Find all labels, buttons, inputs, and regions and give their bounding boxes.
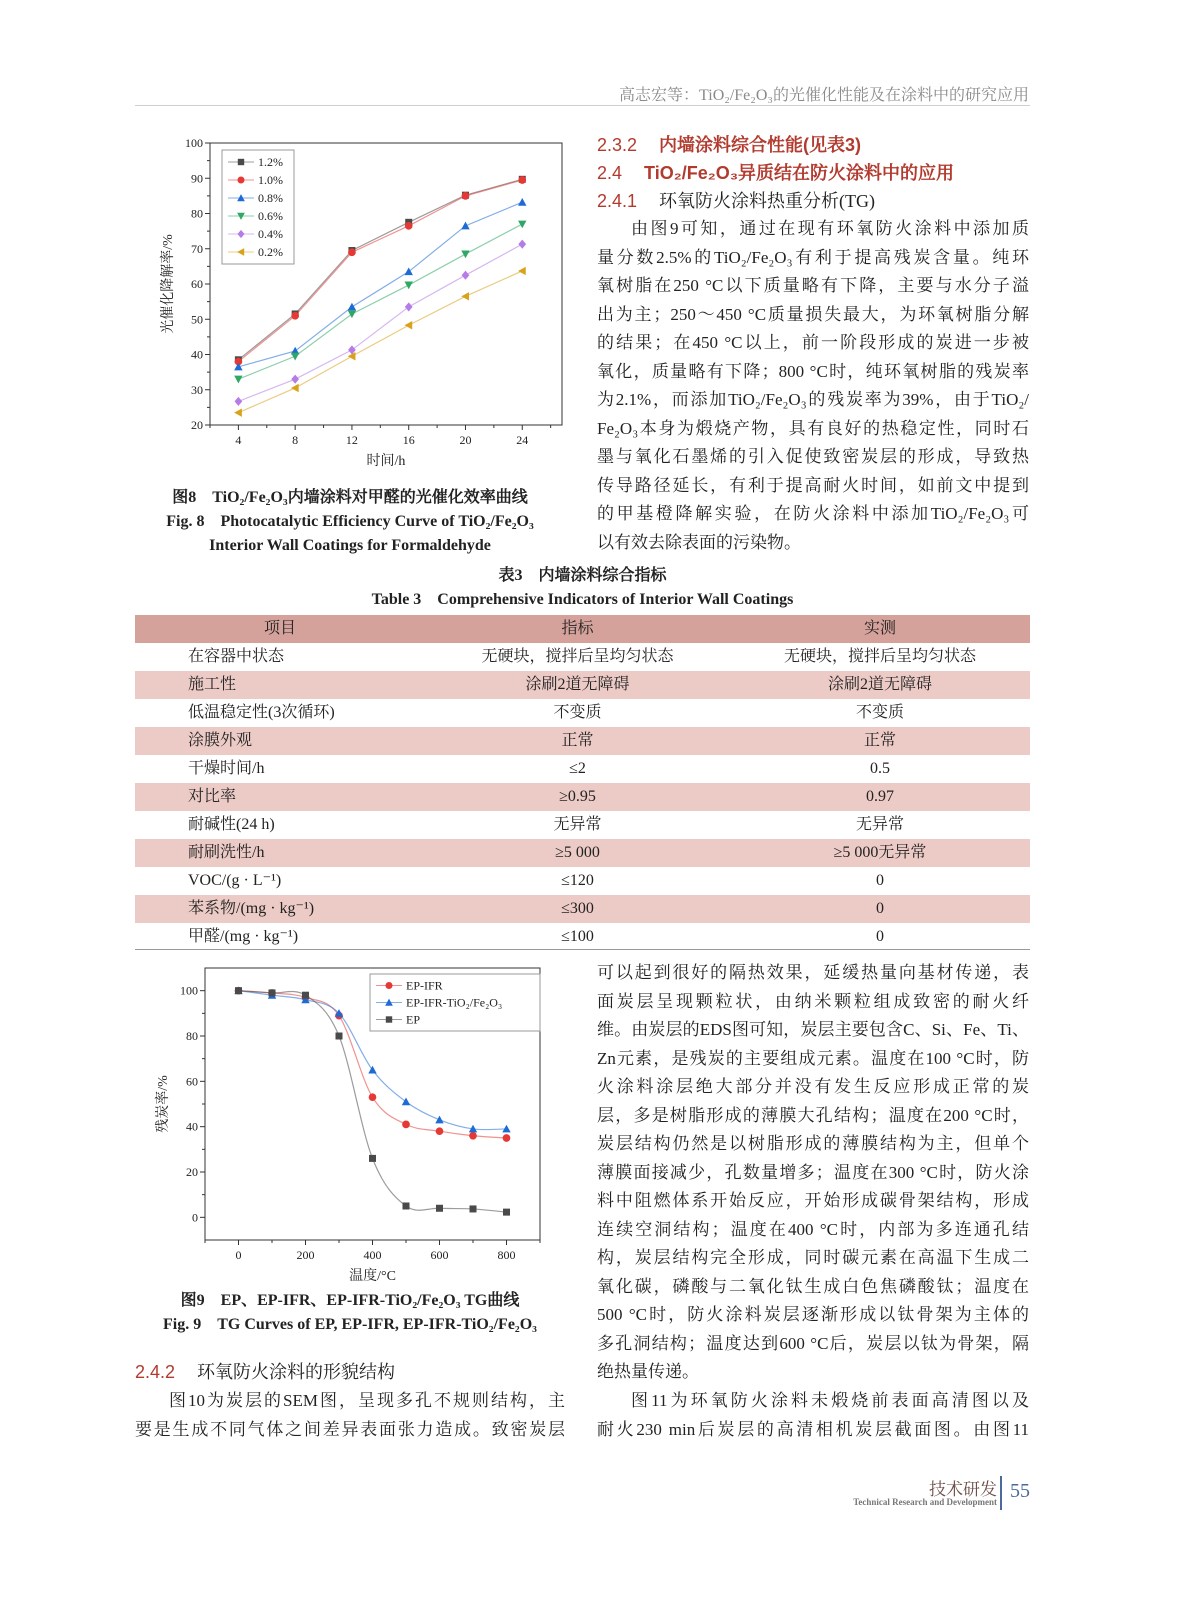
y-tick-label: 70: [191, 241, 203, 256]
cell-item: 耐碱性(24 h): [188, 816, 275, 833]
data-point-circle: [462, 192, 470, 200]
x-axis-label: 温度/°C: [349, 1269, 396, 1284]
paragraph-char-layer: [597, 959, 1029, 1387]
x-tick-label: 12: [345, 433, 358, 447]
text-line: 氧化，质量略有下降；800 °C时，纯环氧树脂的残炭率: [597, 361, 1029, 381]
y-axis-label: 光催化降解率/%: [161, 234, 176, 334]
legend-label: EP-IFR-TiO₂/Fe₂O₃: [406, 995, 503, 1010]
cell-measured: 0: [730, 895, 1030, 923]
fig8-caption-en-2: Interior Wall Coatings for Formaldehyde: [209, 537, 491, 554]
text-line: 火涂料涂层绝大部分并没有发生反应形成正常的炭: [597, 1077, 1029, 1096]
cell-measured: 不变质: [855, 704, 904, 721]
cell-indicator: 正常: [425, 727, 730, 755]
x-tick-label: 24: [516, 433, 529, 447]
table-row: [135, 727, 1030, 755]
fig8-caption-en: Fig. 8 Photocatalytic Efficiency Curve of TiO₂/Fe₂O₃: [166, 513, 534, 530]
data-point-triangle-left: [234, 408, 242, 416]
cell-indicator: ≥0.95: [425, 783, 730, 811]
legend-label: EP: [406, 1012, 421, 1027]
data-point-square: [238, 159, 244, 165]
data-point-diamond: [291, 375, 299, 384]
text-line: 氧树脂在250 °C以下质量略有下降，主要与水分子溢: [597, 276, 1029, 295]
table-bottom-rule: [135, 949, 1030, 950]
data-point-triangle-up: [402, 1098, 410, 1106]
data-point-triangle-left: [291, 384, 299, 392]
heading-text: 内墙涂料综合性能(见表3): [659, 135, 862, 155]
heading-number: 2.3.2: [597, 135, 638, 155]
y-tick-label: 30: [191, 382, 203, 397]
fig9-chart: [150, 960, 550, 1285]
text-line: 维。由炭层的EDS图可知，炭层主要包含C、Si、Fe、Ti、: [597, 1020, 1029, 1039]
data-point-triangle-down: [461, 251, 469, 259]
cell-item: 甲醛/(mg · kg⁻¹): [188, 928, 299, 945]
col-header-item: 项目: [135, 615, 425, 643]
data-point-circle: [291, 312, 299, 320]
y-tick-label: 100: [180, 983, 198, 998]
cell-measured: 无异常: [855, 816, 904, 833]
cell-indicator: ≤300: [425, 895, 730, 923]
data-point-triangle-up: [518, 198, 526, 206]
legend-label: 1.2%: [258, 155, 283, 169]
y-tick-label: 100: [185, 136, 203, 150]
text-line: 传导路径延长，有利于提高耐火时间，如前文中提到: [597, 475, 1029, 495]
legend-label: 1.0%: [258, 173, 283, 187]
data-point-square: [269, 989, 276, 996]
col-header-measured: 实测: [730, 615, 1030, 643]
cell-measured: 0: [876, 928, 884, 945]
heading-number: 2.4.1: [597, 191, 638, 211]
fig8-caption-cn: 图8 TiO₂/Fe₂O₃内墙涂料对甲醛的光催化效率曲线: [172, 489, 528, 506]
text-line: 可以起到很好的隔热效果，延缓热量向基材传递，表: [597, 963, 1029, 982]
legend-label: 0.8%: [258, 191, 283, 205]
table-row: [135, 671, 1030, 699]
data-point-square: [470, 1205, 477, 1212]
y-tick-label: 40: [186, 1119, 198, 1134]
heading-2-3-2: [597, 131, 861, 159]
text-line: 多孔洞结构；温度达到600 °C后，炭层以钛为骨架，隔: [597, 1333, 1029, 1353]
cell-indicator: ≤100: [561, 928, 594, 945]
text-line: 图11为环氧防火涂料未煅烧前表面高清图以及: [631, 1391, 1029, 1410]
data-point-diamond: [462, 271, 470, 280]
table-row: [135, 699, 1030, 727]
y-tick-label: 20: [191, 418, 203, 432]
data-point-circle: [503, 1134, 511, 1142]
legend-label: 0.2%: [258, 245, 283, 259]
cell-measured: 0.97: [730, 783, 1030, 811]
cell-indicator: ≤2: [569, 760, 586, 777]
cell-measured: 正常: [730, 727, 1030, 755]
x-tick-label: 0: [235, 1248, 242, 1262]
x-axis-label: 时间/h: [366, 454, 406, 469]
y-tick-label: 50: [191, 312, 203, 327]
cell-item: VOC/(g · L⁻¹): [188, 872, 282, 889]
cell-indicator: 涂刷2道无障碍: [425, 671, 730, 699]
text-line: 图10为炭层的SEM图，呈现多孔不规则结构，主: [169, 1391, 565, 1410]
text-line: 面炭层呈现颗粒状，由纳米颗粒组成致密的耐火纤: [597, 991, 1029, 1011]
col-header-indicator: 指标: [425, 615, 730, 643]
data-point-square: [436, 1205, 443, 1212]
table3-caption-cn: 表3 内墙涂料综合指标: [498, 567, 667, 584]
text-line: 连续空洞结构；温度在400 °C时，内部为多连通孔结: [597, 1219, 1029, 1239]
heading-number: 2.4.2: [135, 1362, 176, 1382]
table-row: [135, 867, 1030, 895]
legend-label: EP-IFR: [406, 978, 443, 993]
text-line: 500 °C时，防火涂料炭层逐渐形成以钛骨架为主体的: [597, 1305, 1029, 1324]
cell-indicator: 无硬块，搅拌后呈均匀状态: [481, 648, 674, 665]
data-point-circle: [518, 176, 526, 184]
data-point-circle: [405, 222, 413, 230]
cell-item: 低温稳定性(3次循环): [188, 704, 335, 721]
table-row: [135, 755, 1030, 783]
data-point-triangle-down: [405, 282, 413, 290]
cell-item: 在容器中状态: [188, 648, 285, 665]
heading-2-4-2: [135, 1358, 395, 1386]
table-row: [135, 839, 1030, 867]
data-point-square: [302, 992, 309, 999]
fig9-caption-en: Fig. 9 TG Curves of EP, EP-IFR, EP-IFR-TiO₂/Fe₂O₃: [163, 1316, 537, 1333]
data-point-triangle-up: [368, 1066, 376, 1074]
footer-section-en: Technical Research and Development: [853, 1497, 997, 1507]
fig8-chart: [150, 130, 580, 475]
data-point-circle: [436, 1127, 444, 1135]
cell-measured: 涂刷2道无障碍: [730, 671, 1030, 699]
data-point-circle: [237, 176, 244, 183]
heading-text: TiO₂/Fe₂O₃异质结在防火涂料中的应用: [644, 163, 955, 183]
text-line: 的结果；在450 °C以上，前一阶段形成的炭进一步被: [597, 333, 1029, 352]
cell-measured: ≥5 000无异常: [730, 839, 1030, 867]
data-point-triangle-down: [234, 376, 242, 384]
y-tick-label: 60: [191, 277, 203, 291]
text-line: 薄膜面接减少，孔数量增多；温度在300 °C时，防火涂: [597, 1162, 1029, 1182]
header-divider: [135, 105, 1030, 106]
x-tick-label: 16: [402, 433, 415, 447]
y-axis-label: 残炭率/%: [156, 1075, 171, 1133]
table-row: [135, 923, 1030, 951]
data-point-square: [235, 987, 242, 994]
table-row: [135, 643, 1030, 671]
legend-label: 0.6%: [258, 209, 283, 223]
text-line: 由图9可知，通过在现有环氧防火涂料中添加质: [631, 219, 1029, 238]
table-row: [135, 811, 1030, 839]
fig9-caption-cn: 图9 EP、EP-IFR、EP-IFR-TiO₂/Fe₂O₃ TG曲线: [180, 1292, 520, 1309]
data-point-triangle-up: [348, 303, 356, 311]
table-header-row: [135, 615, 1030, 643]
data-point-circle: [385, 982, 392, 989]
cell-indicator: 无异常: [553, 816, 602, 833]
heading-2-4: [597, 159, 954, 187]
text-line: 氧化碳，磷酸与二氧化钛生成白色焦磷酸钛；温度在: [597, 1276, 1029, 1296]
cell-indicator: ≤120: [561, 872, 594, 889]
cell-measured: 0.5: [870, 760, 890, 777]
data-point-circle: [402, 1121, 410, 1129]
text-line: Fe₂O₃本身为煅烧产物，具有良好的热稳定性，同时石: [597, 418, 1029, 438]
data-point-circle: [348, 248, 356, 256]
paragraph-sem: [135, 1387, 565, 1444]
cell-measured: 无硬块，搅拌后呈均匀状态: [783, 648, 976, 665]
y-tick-label: 80: [191, 206, 203, 221]
table-row: [135, 783, 1030, 811]
text-line: 的甲基橙降解实验，在防火涂料中添加TiO₂/Fe₂O₃可: [597, 504, 1029, 523]
data-point-square: [386, 1016, 392, 1022]
data-point-circle: [369, 1093, 377, 1101]
cell-item: 涂膜外观: [135, 727, 425, 755]
data-point-square: [369, 1155, 376, 1162]
x-tick-label: 8: [292, 433, 299, 447]
x-tick-label: 600: [430, 1248, 449, 1262]
paragraph-fig11: [597, 1387, 1029, 1444]
data-point-diamond: [518, 240, 526, 249]
running-title: 高志宏等：TiO₂/Fe₂O₃的光催化性能及在涂料中的研究应用: [619, 87, 1029, 104]
footer-section-cn: 技术研发: [929, 1480, 997, 1499]
table3-caption-en: Table 3 Comprehensive Indicators of Interior Wall Coatings: [371, 591, 794, 608]
table-row: [135, 895, 1030, 923]
data-point-triangle-left: [405, 321, 413, 329]
cell-item: 对比率: [135, 783, 425, 811]
y-tick-label: 40: [191, 347, 203, 362]
y-tick-label: 0: [192, 1210, 198, 1225]
data-point-diamond: [405, 302, 413, 311]
text-line: 炭层结构仍然是以树脂形成的薄膜结构为主，但单个: [597, 1134, 1029, 1153]
data-point-triangle-down: [518, 221, 526, 229]
heading-text: 环氧防火涂料的形貌结构: [197, 1362, 396, 1382]
data-point-diamond: [235, 397, 243, 406]
data-point-triangle-down: [348, 310, 356, 318]
footer-divider: [1000, 1476, 1002, 1510]
data-point-triangle-down: [291, 353, 299, 361]
text-line: 要是生成不同气体之间差异表面张力造成。致密炭层: [135, 1419, 565, 1439]
x-tick-label: 4: [235, 433, 242, 447]
page-number: 55: [1010, 1480, 1030, 1502]
text-line: 量分数2.5%的TiO₂/Fe₂O₃有利于提高残炭含量。纯环: [597, 247, 1029, 267]
cell-measured: 0: [876, 872, 884, 889]
x-tick-label: 20: [459, 433, 472, 447]
y-tick-label: 80: [186, 1029, 198, 1043]
y-tick-label: 20: [186, 1165, 198, 1179]
text-line: Zn元素，是残炭的主要组成元素。温度在100 °C时，防: [597, 1048, 1029, 1068]
text-line: 耐火230 min后炭层的高清相机炭层截面图。由图11: [597, 1419, 1029, 1439]
data-point-square: [503, 1209, 510, 1216]
data-point-circle: [469, 1132, 477, 1140]
text-line: 构，炭层结构完全形成，同时碳元素在高温下生成二: [597, 1248, 1029, 1267]
data-point-triangle-up: [435, 1116, 443, 1124]
y-tick-label: 60: [186, 1074, 198, 1089]
cell-item: 耐刷洗性/h: [135, 839, 425, 867]
cell-item: 干燥时间/h: [188, 760, 265, 777]
cell-indicator: ≥5 000: [425, 839, 730, 867]
heading-2-4-1: [597, 187, 875, 215]
cell-item: 苯系物/(mg · kg⁻¹): [135, 895, 425, 923]
x-tick-label: 200: [296, 1248, 315, 1262]
cell-indicator: 不变质: [553, 704, 602, 721]
data-point-square: [336, 1033, 343, 1040]
text-line: 料中阻燃体系开始反应，开始形成碳骨架结构，形成: [597, 1191, 1029, 1210]
text-line: 绝热量传递。: [597, 1362, 699, 1381]
heading-text: 环氧防火涂料热重分析(TG): [659, 191, 876, 211]
data-point-triangle-up: [461, 222, 469, 230]
paragraph-tg-analysis: [597, 215, 1029, 557]
data-point-triangle-left: [461, 292, 469, 300]
data-point-square: [403, 1203, 410, 1210]
text-line: 为2.1%，而添加TiO₂/Fe₂O₃的残炭率为39%，由于TiO₂/: [597, 390, 1029, 409]
heading-number: 2.4: [597, 163, 623, 183]
text-line: 以有效去除表面的污染物。: [597, 532, 801, 552]
table3: [135, 615, 1030, 951]
text-line: 出为主；250～450 °C质量损失最大，为环氧树脂分解: [597, 304, 1029, 324]
series-line: [238, 271, 522, 413]
text-line: 层，多是树脂形成的薄膜大孔结构；温度在200 °C时，: [597, 1105, 1029, 1125]
cell-item: 施工性: [135, 671, 425, 699]
legend-label: 0.4%: [258, 227, 283, 241]
series-line: [238, 244, 522, 401]
x-tick-label: 400: [363, 1248, 382, 1262]
x-tick-label: 800: [497, 1248, 516, 1262]
y-tick-label: 90: [191, 171, 203, 186]
data-point-triangle-left: [518, 267, 526, 275]
text-line: 墨与氧化石墨烯的引入促使致密炭层的形成，导致热: [597, 447, 1029, 466]
